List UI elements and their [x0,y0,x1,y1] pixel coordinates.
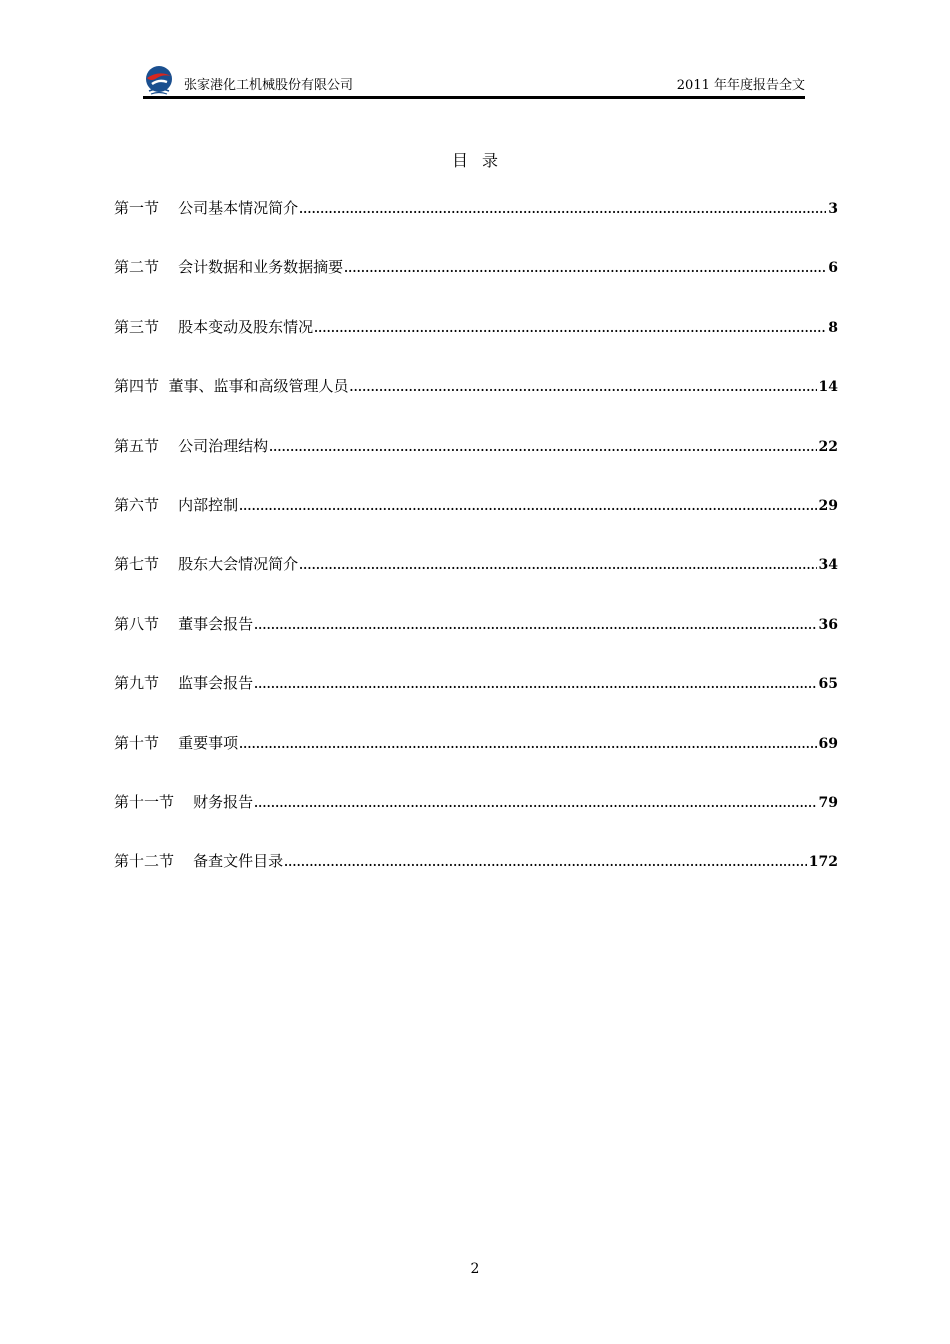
toc-entry-label: 第十一节 财务报告 [114,792,254,811]
toc-entry[interactable] [114,256,838,315]
toc-entry[interactable] [114,672,838,731]
dot-leader [254,674,816,696]
toc-entry-page: 22 [818,438,838,455]
toc-entry[interactable] [114,850,838,909]
toc-entry[interactable] [114,197,838,256]
toc-entry-page: 65 [818,676,838,693]
toc-entry-page: 3 [828,201,838,217]
toc-entry[interactable] [114,613,838,672]
toc-entry-page: 69 [818,735,838,752]
dot-leader [350,377,817,399]
toc-heading: 目录 [451,151,512,170]
toc-entry-label: 第五节 公司治理结构 [114,436,269,455]
dot-leader [239,734,816,756]
toc-entry[interactable] [114,375,838,434]
dot-leader [314,318,826,340]
toc-entry[interactable] [114,494,838,553]
toc-entry-page: 79 [818,794,838,811]
report-title: 2011 年年度报告全文 [676,78,805,93]
toc-entry-label: 第九节 监事会报告 [114,674,254,693]
toc-entry-label: 第三节 股本变动及股东情况 [114,317,314,336]
dot-leader [254,793,816,815]
toc-entry-page: 8 [828,319,838,336]
toc-entry-page: 172 [808,854,838,871]
toc-entry-label: 第七节 股东大会情况简介 [114,555,299,574]
toc-entry-page: 36 [818,616,838,633]
toc-entry[interactable] [114,435,838,494]
dot-leader [254,615,816,637]
toc-entry-label: 第四节 董事、监事和高级管理人员 [114,377,349,396]
dot-leader [299,199,826,221]
toc-entry-label: 第六节 内部控制 [114,495,239,514]
page-header [143,64,805,100]
dot-leader [239,496,816,518]
toc-entry-label: 第十二节 备查文件目录 [114,852,284,871]
dot-leader [269,437,816,459]
header-divider [143,96,805,99]
page-number: 2 [470,1261,480,1277]
toc-entry-label: 第一节 公司基本情况简介 [114,199,299,217]
toc-entry-label: 第十节 重要事项 [114,733,239,752]
toc-entry-page: 14 [818,379,838,396]
toc-entry[interactable] [114,316,838,375]
toc-entry-label: 第二节 会计数据和业务数据摘要 [114,258,344,277]
table-of-contents [114,197,838,910]
toc-entry[interactable] [114,553,838,612]
toc-entry-page: 29 [818,497,838,514]
company-logo-icon [143,64,175,96]
toc-entry-page: 6 [828,260,838,277]
company-name: 张家港化工机械股份有限公司 [184,78,354,93]
toc-entry-label: 第八节 董事会报告 [114,614,254,633]
toc-entry[interactable] [114,791,838,850]
dot-leader [344,258,826,280]
dot-leader [284,852,807,874]
dot-leader [299,555,816,577]
toc-entry[interactable] [114,732,838,791]
toc-entry-page: 34 [818,557,838,574]
